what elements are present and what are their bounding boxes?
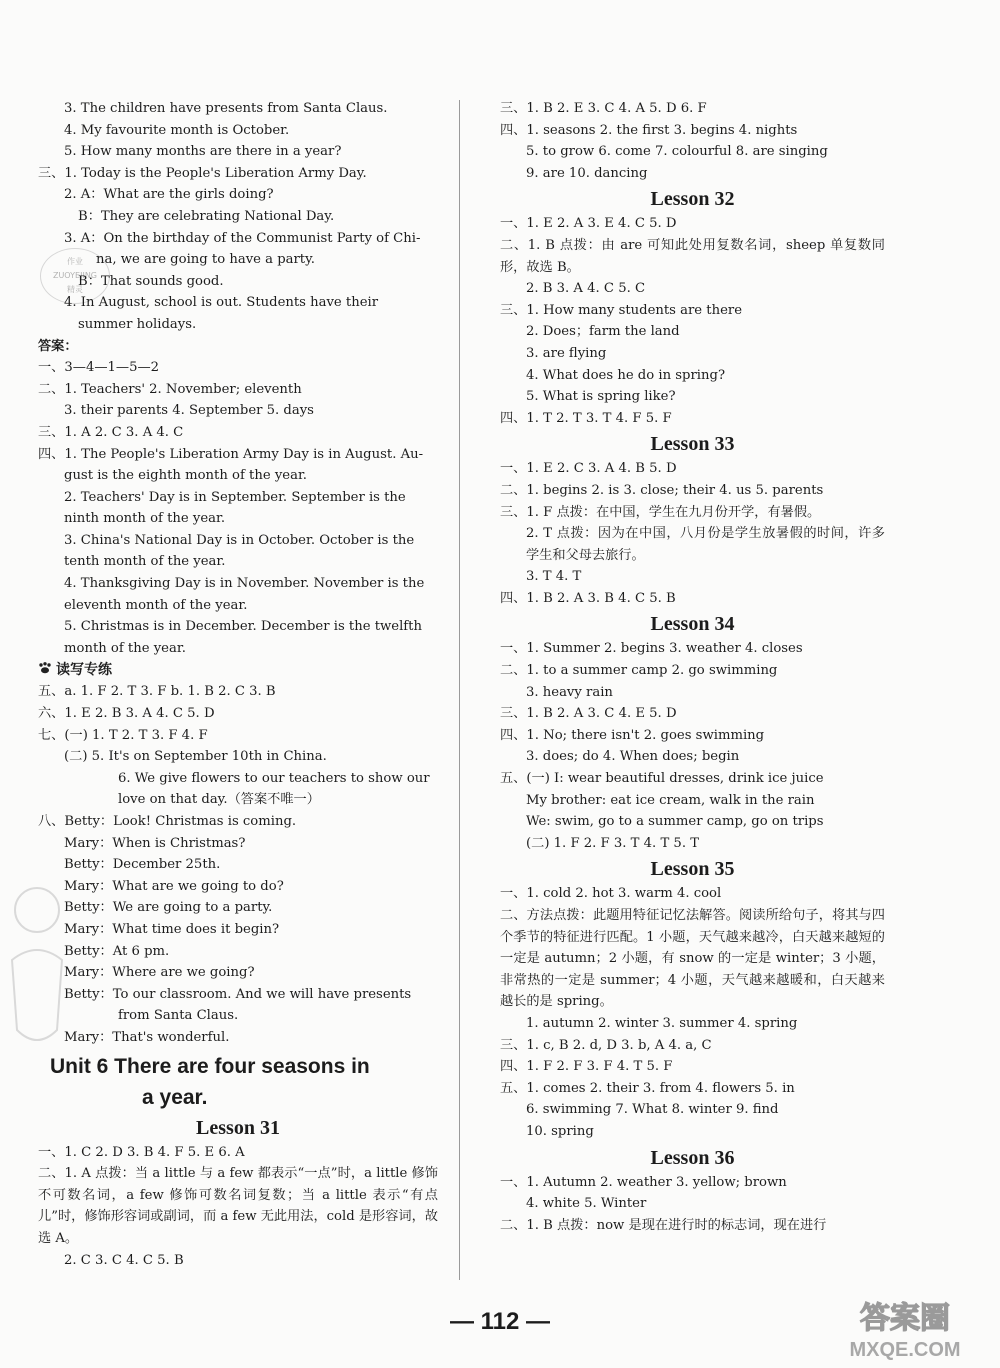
watermark-line-2: MXQE.COM xyxy=(849,1339,961,1361)
text-line: 四、1. T 2. T 3. T 4. F 5. F xyxy=(500,410,672,426)
text-line: 4. What does he do in spring? xyxy=(526,367,726,383)
text-line: 2. A：What are the girls doing? xyxy=(64,187,274,203)
text-line: gust is the eighth month of the year. xyxy=(64,468,307,484)
text-line: 一、3—4—1—5—2 xyxy=(38,360,160,376)
text-line: 3. A：On the birthday of the Communist Party of Chi- xyxy=(64,230,421,246)
text-line: 三、1. c, B 2. d, D 3. b, A 4. a, C xyxy=(500,1037,712,1053)
text-line: love on that day.（答案不唯一） xyxy=(118,792,320,808)
text-line: Mary：What are we going to do? xyxy=(64,878,284,894)
text-line: 三、1. B 2. E 3. C 4. A 5. D 6. F xyxy=(500,101,707,116)
text-line: 5. What is spring like? xyxy=(526,389,676,405)
text-line: 3. their parents 4. September 5. days xyxy=(64,403,314,419)
text-line: 1. autumn 2. winter 3. summer 4. spring xyxy=(526,1015,798,1031)
text-line: 6. We give flowers to our teachers to show our xyxy=(118,770,430,786)
text-line: 五、1. comes 2. their 3. from 4. flowers 5. in xyxy=(500,1080,795,1096)
text-line: ninth month of the year. xyxy=(64,511,226,527)
text-line: 三、1. How many students are there xyxy=(500,302,742,318)
watermark-line-1: 答案圈 xyxy=(860,1301,950,1336)
text-line: 一、1. cold 2. hot 3. warm 4. cool xyxy=(500,886,722,902)
text-line: 5. How many months are there in a year? xyxy=(64,144,342,160)
text-line: 2. C 3. C 4. C 5. B xyxy=(64,1252,184,1268)
answers-heading: 答案： xyxy=(38,338,78,354)
text-line: na, we are going to have a party. xyxy=(96,252,315,268)
text-line: 2. Teachers' Day is in September. September is the xyxy=(64,489,406,505)
page-number: — 112 — xyxy=(449,1308,551,1335)
text-line: Betty：To our classroom. And we will have presents xyxy=(64,986,412,1002)
text-line: 八、Betty：Look! Christmas is coming. xyxy=(38,814,297,829)
explanation-paragraph: 二、1. B 点拨：由 are 可知此处用复数名词，sheep 单复数同形，故选 B。 xyxy=(500,237,885,275)
lesson-35-title: Lesson 35 xyxy=(650,858,735,881)
site-watermark-logo xyxy=(815,1290,995,1365)
text-line: 四、1. seasons 2. the first 3. begins 4. nights xyxy=(500,122,798,138)
text-line: 二、1. Teachers' 2. November; eleventh xyxy=(38,381,302,397)
explanation-paragraph: 2. T 点拨：因为在中国，八月份是学生放暑假的时间，许多学生和父母去旅行。 xyxy=(526,526,885,563)
text-line: 二、1. B 点拨：now 是现在进行时的标志词，现在进行 xyxy=(500,1217,827,1233)
text-line: B：They are celebrating National Day. xyxy=(78,208,335,224)
text-line: Mary：Where are we going? xyxy=(64,965,255,981)
lesson-36-title: Lesson 36 xyxy=(650,1146,735,1169)
text-line: 一、1. C 2. D 3. B 4. F 5. E 6. A xyxy=(38,1144,245,1160)
text-line: 三、1. Today is the People's Liberation Army Day. xyxy=(38,165,367,181)
text-line: My brother: eat ice cream, walk in the rain xyxy=(526,792,815,808)
text-line: 三、1. F 点拨：在中国，学生在九月份开学，有暑假。 xyxy=(500,504,821,520)
text-line: 四、1. B 2. A 3. B 4. C 5. B xyxy=(500,590,676,606)
left-column xyxy=(38,98,438,1271)
text-line: Betty：At 6 pm. xyxy=(64,943,170,959)
text-line: Mary：What time does it begin? xyxy=(64,921,280,937)
text-line: 一、1. Autumn 2. weather 3. yellow; brown xyxy=(500,1174,787,1190)
text-line: 二、1. to a summer camp 2. go swimming xyxy=(500,663,778,679)
text-line: (二) 1. F 2. F 3. T 4. T 5. T xyxy=(526,835,699,851)
text-line: 5. to grow 6. come 7. colourful 8. are singing xyxy=(526,144,828,160)
text-line: 4. Thanksgiving Day is in November. November is the xyxy=(64,576,425,592)
right-column xyxy=(500,98,885,1236)
lesson-31-title: Lesson 31 xyxy=(196,1116,280,1139)
text-line: 4. In August, school is out. Students have their xyxy=(64,295,379,311)
text-line: summer holidays. xyxy=(78,316,197,332)
text-line: 三、1. A 2. C 3. A 4. C xyxy=(38,424,184,440)
paw-icon xyxy=(38,659,52,681)
text-line: 3. are flying xyxy=(526,345,607,361)
text-line: 3. The children have presents from Santa Claus. xyxy=(64,101,388,116)
text-line: 4. My favourite month is October. xyxy=(64,122,290,138)
text-line: 五、(一) I: wear beautiful dresses, drink ice juice xyxy=(500,771,824,787)
text-line: 10. spring xyxy=(526,1123,594,1139)
lesson-34-title: Lesson 34 xyxy=(650,613,735,636)
text-line: 二、1. begins 2. is 3. close; their 4. us 5. parents xyxy=(500,482,824,498)
text-line: 3. China's National Day is in October. October is the xyxy=(64,532,415,548)
text-line: Mary：That's wonderful. xyxy=(64,1029,230,1045)
stamp-mark: 作业 ZUOYEJING 精灵 xyxy=(40,248,110,304)
text-line: 5. Christmas is in December. December is the twelfth xyxy=(64,619,422,635)
text-line: 4. white 5. Winter xyxy=(526,1196,647,1212)
text-line: 6. swimming 7. What 8. winter 9. find xyxy=(526,1102,779,1118)
text-line: Betty：We are going to a party. xyxy=(64,900,273,916)
column-divider xyxy=(459,100,460,1280)
text-line: 2. B 3. A 4. C 5. C xyxy=(526,281,646,297)
text-line: 三、1. B 2. A 3. C 4. E 5. D xyxy=(500,706,677,722)
text-line: eleventh month of the year. xyxy=(64,597,248,613)
explanation-paragraph: 二、方法点拨：此题用特征记忆法解答。阅读所给句子，将其与四个季节的特征进行匹配。1 小题，天气越来越冷，白天越来越短的一定是 autumn；2 小题，有 snow 的一定是 winter；3 小题，非常热的一定是 summer；4 小题，天气越来越暖和，白天越来越长的是 spring。 xyxy=(500,908,885,1010)
text-line: 一、1. E 2. A 3. E 4. C 5. D xyxy=(500,216,677,232)
text-line: tenth month of the year. xyxy=(64,554,226,570)
text-line: We: swim, go to a summer camp, go on trips xyxy=(526,814,824,830)
text-line: month of the year. xyxy=(64,640,186,656)
text-line: Betty：December 25th. xyxy=(64,857,221,873)
lesson-32-title: Lesson 32 xyxy=(650,188,735,211)
text-line: 2. Does；farm the land xyxy=(526,324,680,340)
unit-title: Unit 6 There are four seasons in a year. xyxy=(50,1054,370,1109)
text-line: 9. are 10. dancing xyxy=(526,165,648,181)
text-line: (二) 5. It's on September 10th in China. xyxy=(64,749,327,765)
text-line: 3. does; do 4. When does; begin xyxy=(526,749,740,765)
text-line: Mary：When is Christmas? xyxy=(64,835,246,851)
text-line: 七、(一) 1. T 2. T 3. F 4. F xyxy=(38,727,208,743)
text-line: 四、1. No; there isn't 2. goes swimming xyxy=(500,727,765,743)
reading-writing-heading: 读写专练 xyxy=(38,659,438,681)
text-line: 一、1. E 2. C 3. A 4. B 5. D xyxy=(500,461,677,477)
text-line: B：That sounds good. xyxy=(78,273,224,289)
text-line: 五、a. 1. F 2. T 3. F b. 1. B 2. C 3. B xyxy=(38,684,276,700)
text-line: 一、1. Summer 2. begins 3. weather 4. closes xyxy=(500,641,803,657)
text-line: 四、1. The People's Liberation Army Day is in August. Au- xyxy=(38,446,424,462)
explanation-paragraph: 二、1. A 点拨：当 a little 与 a few 都表示“一点”时，a little 修饰不可数名词，a few 修饰可数名词复数；当 a little 表示“有点儿”时，修饰形容词或副词，而 a few 无此用法，cold 是形容词，故选 A。 xyxy=(38,1166,438,1246)
text-line: from Santa Claus. xyxy=(118,1008,239,1024)
lesson-33-title: Lesson 33 xyxy=(650,433,735,456)
text-line: 3. T 4. T xyxy=(526,569,582,585)
text-line: 六、1. E 2. B 3. A 4. C 5. D xyxy=(38,706,215,722)
text-line: 四、1. F 2. F 3. F 4. T 5. F xyxy=(500,1059,673,1075)
text-line: 3. heavy rain xyxy=(526,684,613,700)
